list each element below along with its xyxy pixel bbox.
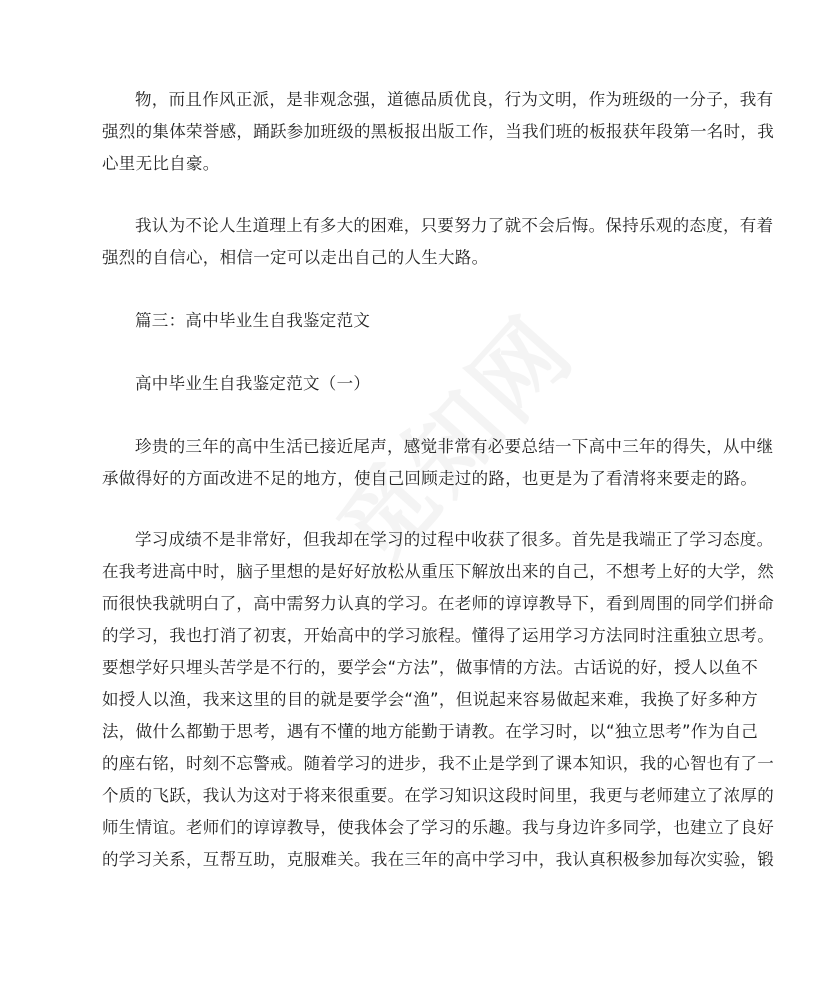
text-line: 个质的飞跃，我认为这对于将来很重要。在学习知识这段时间里，我更与老师建立了浓厚的 [102,786,774,805]
text-line: 我认为不论人生道理上有多大的困难，只要努力了就不会后悔。保持乐观的态度，有着 [135,216,774,235]
text-line: 学习成绩不是非常好，但我却在学习的过程中收获了很多。首先是我端正了学习态度。 [135,530,774,549]
paragraph-4 [102,524,774,876]
text-line: 要想学好只埋头苦学是不行的，要学会“方法”，做事情的方法。古话说的好，授人以鱼不 [102,658,759,677]
text-line: 的座右铭，时刻不忘警戒。随着学习的进步，我不止是学到了课本知识，我的心智也有了一 [102,754,774,773]
subsection-heading: 高中毕业生自我鉴定范文（一） [135,374,371,393]
text-line: 强烈的自信心，相信一定可以走出自己的人生大路。 [102,248,489,267]
section-heading: 篇三：高中毕业生自我鉴定范文 [135,311,371,330]
paragraph-1 [102,84,774,180]
text-line: 强烈的集体荣誉感，踊跃参加班级的黑板报出版工作，当我们班的板报获年段第一名时，我 [102,122,774,141]
text-line: 的学习关系，互帮互助，克服难关。我在三年的高中学习中，我认真积极参加每次实验，锻 [102,850,774,869]
text-line: 心里无比自豪。 [102,154,220,173]
text-line: 承做得好的方面改进不足的地方，使自己回顾走过的路，也更是为了看清将来要走的路。 [102,469,758,488]
text-line: 如授人以渔，我来这里的目的就是要学会“渔”，但说起来容易做起来难，我换了好多种方 [102,690,759,709]
text-line: 师生情谊。老师们的谆谆教导，使我体会了学习的乐趣。我与身边许多同学，也建立了良好 [102,818,774,837]
text-line: 在我考进高中时，脑子里想的是好好放松从重压下解放出来的自己，不想考上好的大学，然 [102,562,774,581]
text-line: 的学习，我也打消了初衷，开始高中的学习旅程。懂得了运用学习方法同时注重独立思考。 [102,626,774,645]
paragraph-2 [102,210,774,274]
text-line: 珍贵的三年的高中生活已接近尾声，感觉非常有必要总结一下高中三年的得失，从中继 [135,437,774,456]
text-line: 而很快我就明白了，高中需努力认真的学习。在老师的谆谆教导下，看到周围的同学们拼命 [102,594,774,613]
text-line: 法，做什么都勤于思考，遇有不懂的地方能勤于请教。在学习时，以“独立思考”作为自己 [102,722,759,741]
text-line: 物，而且作风正派，是非观念强，道德品质优良，行为文明，作为班级的一分子，我有 [135,90,774,109]
paragraph-3 [102,431,774,495]
